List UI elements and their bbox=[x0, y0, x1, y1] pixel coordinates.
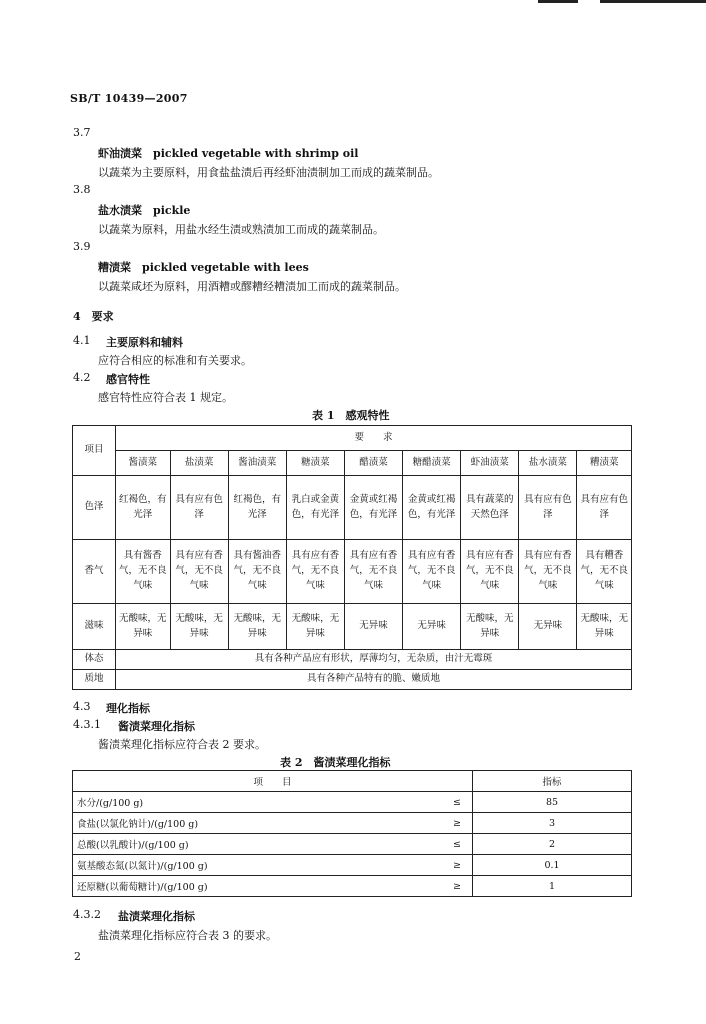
row-label: 滋味 bbox=[73, 604, 116, 650]
table-cell: 总酸(以乳酸计)/(g/100 g) bbox=[73, 834, 443, 855]
table-cell: 具有应有香气，无不良气味 bbox=[461, 540, 519, 604]
table-cell: 食盐(以氯化钠计)/(g/100 g) bbox=[73, 813, 443, 834]
subsection-number: 4.1 bbox=[73, 334, 91, 347]
table-header: 项目 bbox=[73, 426, 116, 476]
column-header: 糖渍菜 bbox=[286, 451, 344, 476]
subsection-title: 盐渍菜理化指标 bbox=[118, 910, 195, 923]
column-header: 虾油渍菜 bbox=[461, 451, 519, 476]
table-cell: 金黄或红褐色，有光泽 bbox=[403, 476, 461, 540]
page-number: 2 bbox=[74, 950, 81, 963]
subsection-text: 感官特性应符合表 1 规定。 bbox=[98, 391, 233, 404]
table-cell: 具有应有香气，无不良气味 bbox=[170, 540, 228, 604]
physicochemical-table bbox=[72, 770, 632, 897]
table-cell: 具有酱油香气，无不良气味 bbox=[228, 540, 286, 604]
subsection-text: 盐渍菜理化指标应符合表 3 的要求。 bbox=[98, 929, 277, 942]
table-cell: 具有应有香气，无不良气味 bbox=[286, 540, 344, 604]
subsection-text: 酱渍菜理化指标应符合表 2 要求。 bbox=[98, 738, 266, 751]
table-cell: 具有应有香气，无不良气味 bbox=[403, 540, 461, 604]
table-cell: ≤ bbox=[442, 792, 473, 813]
table-cell: 具有各种产品特有的脆、嫩质地 bbox=[116, 670, 632, 690]
subsection-number: 4.2 bbox=[73, 371, 91, 384]
table-header: 指标 bbox=[473, 771, 632, 792]
subsection-title: 酱渍菜理化指标 bbox=[118, 720, 195, 733]
table-cell: 具有各种产品应有形状，厚薄均匀，无杂质，由汁无霉斑 bbox=[116, 650, 632, 670]
table-cell: 红褐色，有光泽 bbox=[228, 476, 286, 540]
table-caption: 表 2 酱渍菜理化指标 bbox=[280, 756, 391, 769]
table-cell: 无酸味，无异味 bbox=[577, 604, 632, 650]
subsection-text: 应符合相应的标准和有关要求。 bbox=[98, 354, 252, 367]
scan-edge-mark bbox=[538, 0, 578, 3]
table-row bbox=[73, 855, 632, 876]
table-cell: 无酸味，无异味 bbox=[228, 604, 286, 650]
column-header: 盐渍菜 bbox=[170, 451, 228, 476]
column-header: 醋渍菜 bbox=[344, 451, 402, 476]
table-cell: 具有酱香气，无不良气味 bbox=[116, 540, 171, 604]
section-title: 4 要求 bbox=[73, 310, 114, 323]
table-row bbox=[73, 604, 632, 650]
table-row bbox=[73, 834, 632, 855]
column-header: 酱渍菜 bbox=[116, 451, 171, 476]
table-cell: 具有应有色泽 bbox=[519, 476, 577, 540]
table-row bbox=[73, 476, 632, 540]
table-cell: 具有应有香气，无不良气味 bbox=[344, 540, 402, 604]
table-cell: 无异味 bbox=[519, 604, 577, 650]
term-title: 糟渍菜 pickled vegetable with lees bbox=[98, 261, 309, 274]
sensory-table bbox=[72, 425, 632, 690]
term-definition: 以蔬菜为主要原料，用食盐盐渍后再经虾油渍制加工而成的蔬菜制品。 bbox=[98, 166, 439, 179]
row-label: 体态 bbox=[73, 650, 116, 670]
subsection-title: 主要原料和辅料 bbox=[106, 336, 183, 349]
table-cell: 无酸味，无异味 bbox=[116, 604, 171, 650]
clause-number: 3.7 bbox=[73, 126, 91, 139]
table-cell: 红褐色，有光泽 bbox=[116, 476, 171, 540]
column-header: 酱油渍菜 bbox=[228, 451, 286, 476]
subsection-title: 感官特性 bbox=[106, 373, 150, 386]
table-cell: 无异味 bbox=[344, 604, 402, 650]
table-header: 项 目 bbox=[73, 771, 473, 792]
table-cell: 1 bbox=[473, 876, 632, 897]
table-cell: 乳白或金黄色，有光泽 bbox=[286, 476, 344, 540]
table-cell: 2 bbox=[473, 834, 632, 855]
table-row bbox=[73, 876, 632, 897]
document-code: SB/T 10439—2007 bbox=[70, 92, 188, 105]
column-header: 盐水渍菜 bbox=[519, 451, 577, 476]
table-cell: ≥ bbox=[442, 876, 473, 897]
subsection-title: 理化指标 bbox=[106, 702, 150, 715]
subsection-number: 4.3 bbox=[73, 700, 91, 713]
table-header: 要 求 bbox=[116, 426, 632, 451]
table-cell: 具有应有色泽 bbox=[170, 476, 228, 540]
table-cell: 氨基酸态氮(以氮计)/(g/100 g) bbox=[73, 855, 443, 876]
table-cell: 具有蔬菜的天然色泽 bbox=[461, 476, 519, 540]
clause-number: 3.9 bbox=[73, 240, 91, 253]
table-cell: 85 bbox=[473, 792, 632, 813]
table-cell: 金黄或红褐色，有光泽 bbox=[344, 476, 402, 540]
table-cell: 3 bbox=[473, 813, 632, 834]
table-cell: 还原糖(以葡萄糖计)/(g/100 g) bbox=[73, 876, 443, 897]
table-row bbox=[73, 540, 632, 604]
table-header-row bbox=[73, 771, 632, 792]
table-row bbox=[73, 813, 632, 834]
subsection-number: 4.3.2 bbox=[73, 908, 101, 921]
term-definition: 以蔬菜咸坯为原料，用酒糟或醪糟经糟渍加工而成的蔬菜制品。 bbox=[98, 280, 406, 293]
row-label: 香气 bbox=[73, 540, 116, 604]
table-cell: ≥ bbox=[442, 813, 473, 834]
scan-edge-mark bbox=[600, 0, 706, 3]
table-cell: 具有应有香气，无不良气味 bbox=[519, 540, 577, 604]
table-cell: 无异味 bbox=[403, 604, 461, 650]
table-cell: ≥ bbox=[442, 855, 473, 876]
table-row bbox=[73, 670, 632, 690]
table-cell: 无酸味，无异味 bbox=[286, 604, 344, 650]
term-title: 盐水渍菜 pickle bbox=[98, 204, 191, 217]
clause-number: 3.8 bbox=[73, 183, 91, 196]
table-row bbox=[73, 650, 632, 670]
table-cell: 无酸味，无异味 bbox=[461, 604, 519, 650]
term-definition: 以蔬菜为原料，用盐水经生渍或熟渍加工而成的蔬菜制品。 bbox=[98, 223, 384, 236]
subsection-number: 4.3.1 bbox=[73, 718, 101, 731]
column-header: 糟渍菜 bbox=[577, 451, 632, 476]
table-cell: 具有应有色泽 bbox=[577, 476, 632, 540]
table-cell: 水分/(g/100 g) bbox=[73, 792, 443, 813]
table-cell: 无酸味，无异味 bbox=[170, 604, 228, 650]
row-label: 色泽 bbox=[73, 476, 116, 540]
table-caption: 表 1 感观特性 bbox=[312, 409, 390, 422]
row-label: 质地 bbox=[73, 670, 116, 690]
term-title: 虾油渍菜 pickled vegetable with shrimp oil bbox=[98, 147, 359, 160]
table-cell: ≤ bbox=[442, 834, 473, 855]
table-cell: 0.1 bbox=[473, 855, 632, 876]
table-row bbox=[73, 792, 632, 813]
column-header: 糖醋渍菜 bbox=[403, 451, 461, 476]
table-cell: 具有糟香气，无不良气味 bbox=[577, 540, 632, 604]
